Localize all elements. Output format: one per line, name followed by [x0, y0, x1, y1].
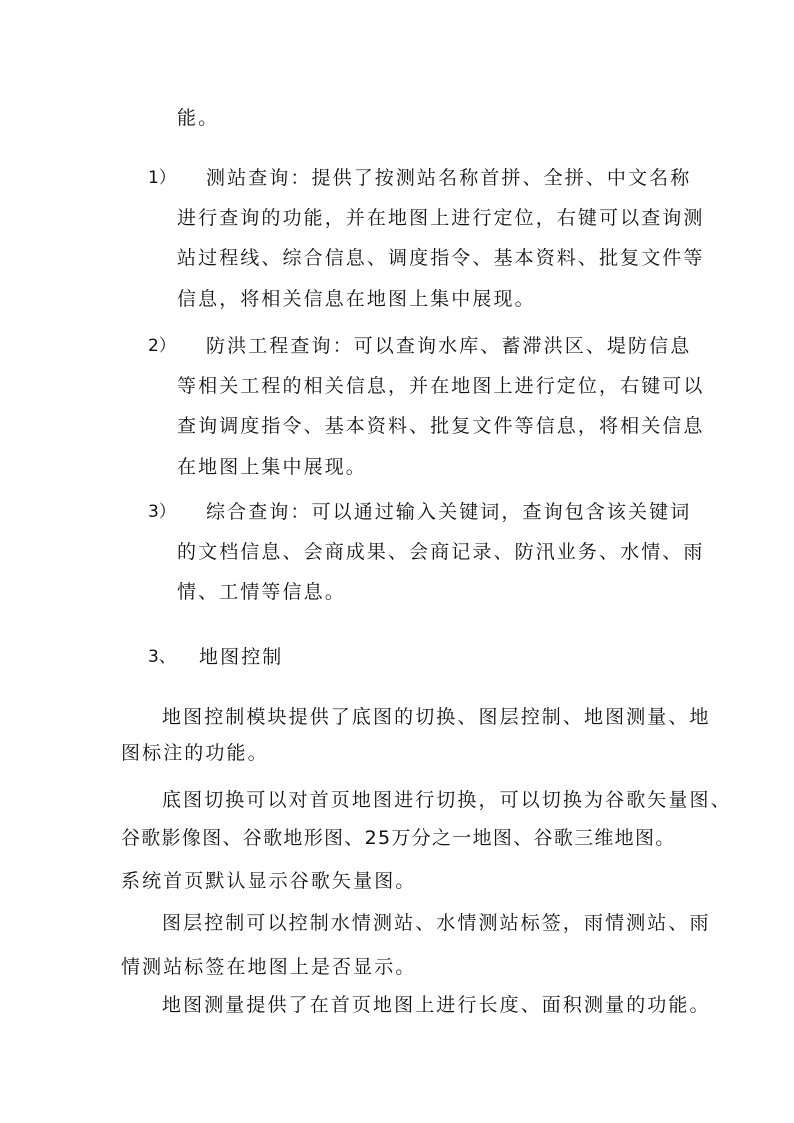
list-item-text: 信息，将相关信息在地图上集中展现。 — [177, 288, 536, 310]
section-number: 3、 — [148, 647, 176, 667]
list-item-text: 的文档信息、会商成果、会商记录、防汛业务、水情、雨 — [177, 541, 705, 563]
list-item-text: 等相关工程的相关信息，并在地图上进行定位，右键可以 — [177, 375, 705, 397]
paragraph-line: 地图控制模块提供了底图的切换、图层控制、地图测量、地 — [162, 706, 711, 728]
list-item-number: 3） — [148, 502, 176, 522]
section-title: 地图控制 — [199, 646, 284, 668]
list-item-text: 综合查询：可以通过输入关键词，查询包含该关键词 — [206, 501, 692, 523]
list-item-text: 站过程线、综合信息、调度指令、基本资料、批复文件等 — [177, 247, 705, 269]
paragraph-line: 地图测量提供了在首页地图上进行长度、面积测量的功能。 — [162, 994, 711, 1016]
list-item-number: 1） — [148, 168, 176, 188]
list-item-text: 防洪工程查询：可以查询水库、蓄滞洪区、堤防信息 — [206, 335, 692, 357]
list-item-number: 2） — [148, 336, 176, 356]
paragraph-line: 图标注的功能。 — [121, 742, 269, 764]
list-item-text: 在地图上集中展现。 — [177, 456, 367, 478]
list-item-text: 情、工情等信息。 — [177, 581, 346, 603]
paragraph-line: 图层控制可以控制水情测站、水情测站标签，雨情测站、雨 — [162, 912, 711, 934]
list-item-text: 测站查询：提供了按测站名称首拼、全拼、中文名称 — [206, 167, 692, 189]
continuation-text: 能。 — [177, 107, 220, 129]
paragraph-line: 谷歌影像图、谷歌地形图、25万分之一地图、谷歌三维地图。 — [121, 827, 676, 849]
list-item-text: 进行查询的功能，并在地图上进行定位，右键可以查询测 — [177, 207, 705, 229]
paragraph-line: 系统首页默认显示谷歌矢量图。 — [121, 870, 417, 892]
list-item-text: 查询调度指令、基本资料、批复文件等信息，将相关信息 — [177, 415, 705, 437]
paragraph-line: 情测站标签在地图上是否显示。 — [121, 956, 417, 978]
paragraph-line: 底图切换可以对首页地图进行切换，可以切换为谷歌矢量图、 — [162, 789, 732, 811]
